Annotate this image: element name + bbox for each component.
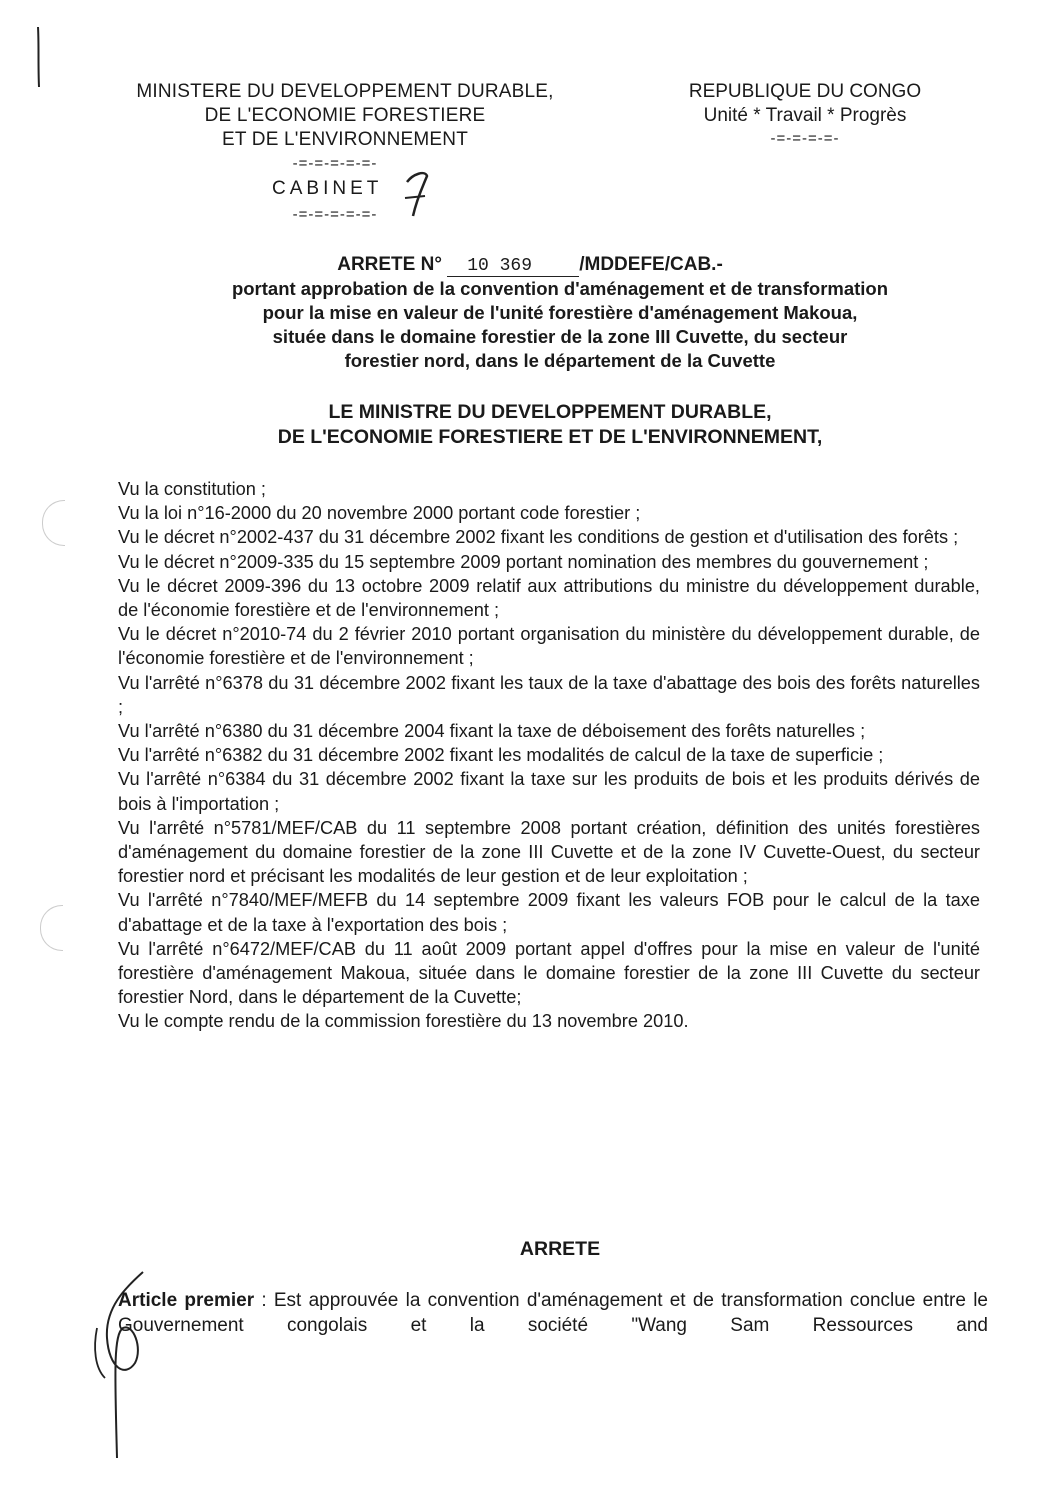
minister-line: LE MINISTRE DU DEVELOPPEMENT DURABLE, xyxy=(328,401,772,423)
consideration-item: Vu le décret n°2009-335 du 15 septembre 2009 portant nomination des membres du gouvernement ; xyxy=(118,551,929,572)
punch-hole-mark xyxy=(40,905,63,951)
consideration-item: Vu la loi n°16-2000 du 20 novembre 2000 portant code forestier ; xyxy=(118,503,641,524)
decree-heading xyxy=(100,254,960,277)
republic-header xyxy=(660,80,950,128)
ministry-line: ET DE L'ENVIRONNEMENT xyxy=(221,129,469,150)
article-premier xyxy=(118,1288,988,1338)
subject-line: située dans le domaine forestier de la zone III Cuvette, du secteur xyxy=(272,326,848,347)
decree-suffix: /MDDEFE/CAB.- xyxy=(579,254,723,275)
consideration-item: Vu l'arrêté n°7840/MEF/MEFB du 14 septembre 2009 fixant les valeurs FOB pour le calcul de la taxe d'abattage et de la taxe à l'exportation des bois ; xyxy=(118,890,980,935)
ministry-line: DE L'ECONOMIE FORESTIERE xyxy=(204,105,486,126)
decree-number: 10 369 xyxy=(447,256,579,277)
consideration-item: Vu l'arrêté n°6378 du 31 décembre 2002 fixant les taux de la taxe d'abattage des bois des forêts naturelles ; xyxy=(118,672,980,717)
consideration-item: Vu l'arrêté n°6472/MEF/CAB du 11 août 2009 portant appel d'offres pour la mise en valeur de l'unité forestière d'aménagement Makoua, située dans le domaine forestier de la zone III Cuvette du secteur forestier Nord, dans le département de la Cuvette; xyxy=(118,938,980,1008)
consideration-item: Vu l'arrêté n°6384 du 31 décembre 2002 fixant la taxe sur les produits de bois et les produits dérivés de bois à l'importation ; xyxy=(118,769,980,814)
subject-line: pour la mise en valeur de l'unité forestière d'aménagement Makoua, xyxy=(262,302,858,323)
consideration-item: Vu l'arrêté n°6382 du 31 décembre 2002 fixant les modalités de calcul de la taxe de superficie ; xyxy=(118,745,884,766)
national-motto: Unité * Travail * Progrès xyxy=(703,105,907,126)
cabinet-separator: -=-=-=-=-=- xyxy=(292,206,378,223)
subject-line: forestier nord, dans le département de la Cuvette xyxy=(344,350,776,371)
ministry-line: MINISTERE DU DEVELOPPEMENT DURABLE, xyxy=(136,81,554,102)
article-label: Article premier xyxy=(118,1290,255,1311)
punch-hole-mark xyxy=(42,500,65,546)
arrete-section-title: ARRETE xyxy=(519,1238,601,1260)
considerations-list xyxy=(118,477,980,1034)
republic-name: REPUBLIQUE DU CONGO xyxy=(688,81,922,102)
republic-separator: -=-=-=-=- xyxy=(770,130,840,147)
consideration-item: Vu le décret 2009-396 du 13 octobre 2009 relatif aux attributions du ministre du développement durable, de l'économie forestière et de l'environnement ; xyxy=(118,575,980,621)
ministry-separator: -=-=-=-=-=- xyxy=(292,155,378,172)
consideration-item: Vu le décret n°2010-74 du 2 février 2010 portant organisation du ministère du développement durable, de l'économie forestière et de l'environnement ; xyxy=(118,624,980,669)
ministry-header xyxy=(95,80,595,152)
consideration-item: Vu la constitution ; xyxy=(118,479,266,499)
decree-prefix: ARRETE N° xyxy=(337,254,442,275)
consideration-item: Vu l'arrêté n°6380 du 31 décembre 2004 fixant la taxe de déboisement des forêts naturelles ; xyxy=(118,721,866,742)
consideration-item: Vu l'arrêté n°5781/MEF/CAB du 11 septembre 2008 portant création, définition des unités forestières d'aménagement du domaine forestier de la zone III Cuvette et de la zone IV Cuvette-Ouest, du secteur forestier nord et précisant les modalités de leur gestion et de leur exploitation ; xyxy=(118,817,980,887)
subject-line: portant approbation de la convention d'aménagement et de transformation xyxy=(231,278,889,299)
minister-line: DE L'ECONOMIE FORESTIERE ET DE L'ENVIRONNEMENT, xyxy=(277,426,823,448)
decree-subject xyxy=(120,277,1000,373)
article-text: : Est approuvée la convention d'aménagement et de transformation conclue entre le Gouvernement congolais et la société "Wang Sam Ressources and xyxy=(118,1290,988,1336)
minister-heading xyxy=(150,400,950,450)
cabinet-label: CABINET xyxy=(272,178,383,199)
consideration-item: Vu le décret n°2002-437 du 31 décembre 2002 fixant les conditions de gestion et d'utilisation des forêts ; xyxy=(118,527,959,548)
consideration-item: Vu le compte rendu de la commission forestière du 13 novembre 2010. xyxy=(118,1011,689,1032)
